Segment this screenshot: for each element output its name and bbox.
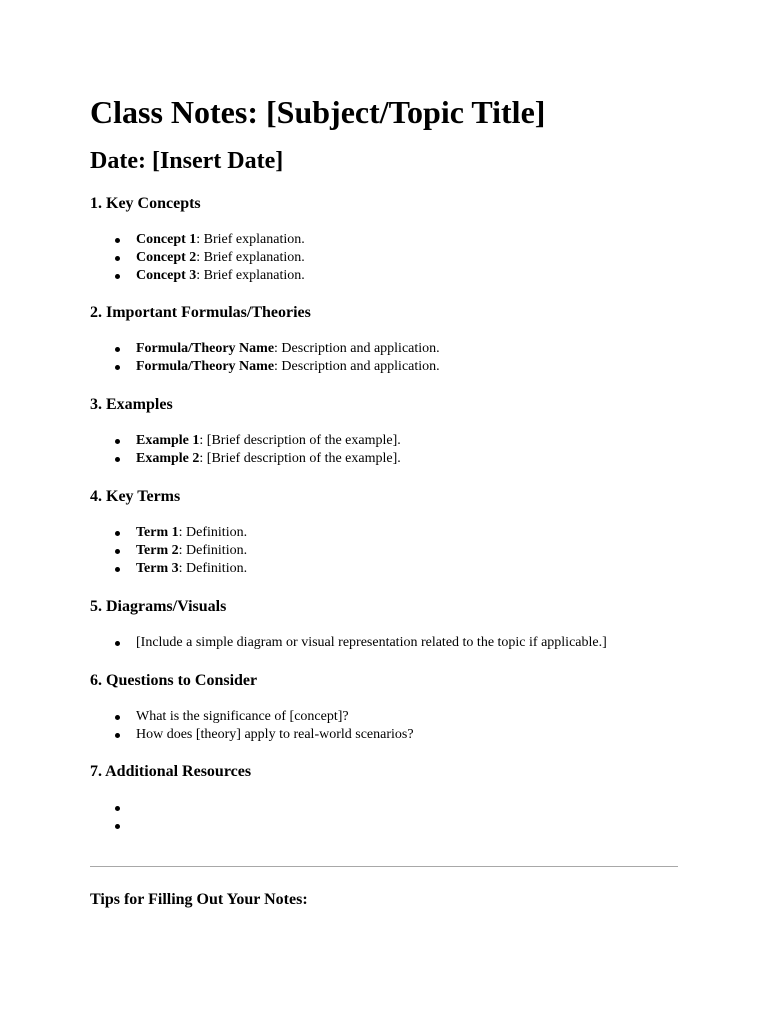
item-term: Concept 3 [136,268,197,283]
section-additional-resources [90,762,678,835]
bullet-list [90,231,678,285]
bullet-list [90,340,678,376]
item-term: Formula/Theory Name [136,341,275,356]
section-questions [90,671,678,744]
list-item [136,340,678,358]
list-item [136,432,678,450]
list-item [136,726,678,744]
item-term: Formula/Theory Name [136,359,275,374]
list-item [136,634,678,652]
document-title: Class Notes: [Subject/Topic Title] [90,94,546,130]
item-text: : Brief explanation. [196,268,305,283]
bullet-list [90,524,678,578]
item-term: Example 2 [136,451,200,466]
section-heading: 4. Key Terms [90,488,181,505]
item-term: Concept 2 [136,250,197,265]
item-term: Term 1 [136,525,179,540]
section-formulas-theories [90,303,678,376]
bullet-list [90,634,678,652]
list-item [136,524,678,542]
bullet-list [90,708,678,744]
item-text: : [Brief description of the example]. [199,451,401,466]
section-heading: 7. Additional Resources [90,763,252,780]
item-term: Example 1 [136,433,200,448]
section-heading: 6. Questions to Consider [90,672,258,689]
section-heading: 3. Examples [90,396,173,413]
item-text: : Brief explanation. [196,232,305,247]
list-item [136,708,678,726]
list-item [136,817,678,835]
section-heading: 1. Key Concepts [90,195,201,212]
item-text: What is the significance of [concept]? [136,709,349,724]
section-heading: 5. Diagrams/Visuals [90,598,227,615]
section-key-terms [90,487,678,578]
item-text: : Description and application. [274,341,440,356]
list-item [136,542,678,560]
item-text: : Brief explanation. [196,250,305,265]
list-item [136,249,678,267]
item-text: [Include a simple diagram or visual representation related to the topic if applicable.] [136,635,607,650]
section-examples [90,395,678,468]
bullet-list [90,432,678,468]
date-heading: Date: [Insert Date] [90,148,284,174]
item-text: : Description and application. [274,359,440,374]
item-text: : Definition. [178,543,248,558]
item-text: : Definition. [178,561,248,576]
list-item [136,799,678,817]
item-term: Term 2 [136,543,179,558]
tips-heading: Tips for Filling Out Your Notes: [90,891,308,908]
item-text: : [Brief description of the example]. [199,433,401,448]
list-item [136,358,678,376]
list-item [136,450,678,468]
list-item [136,560,678,578]
section-heading: 2. Important Formulas/Theories [90,304,311,321]
item-term: Concept 1 [136,232,197,247]
item-text: : Definition. [178,525,248,540]
horizontal-divider [90,866,678,867]
item-term: Term 3 [136,561,179,576]
list-item [136,231,678,249]
section-key-concepts [90,194,678,285]
bullet-list [90,799,678,835]
list-item [136,267,678,285]
section-diagrams-visuals [90,597,678,652]
item-text: How does [theory] apply to real-world scenarios? [136,727,414,742]
